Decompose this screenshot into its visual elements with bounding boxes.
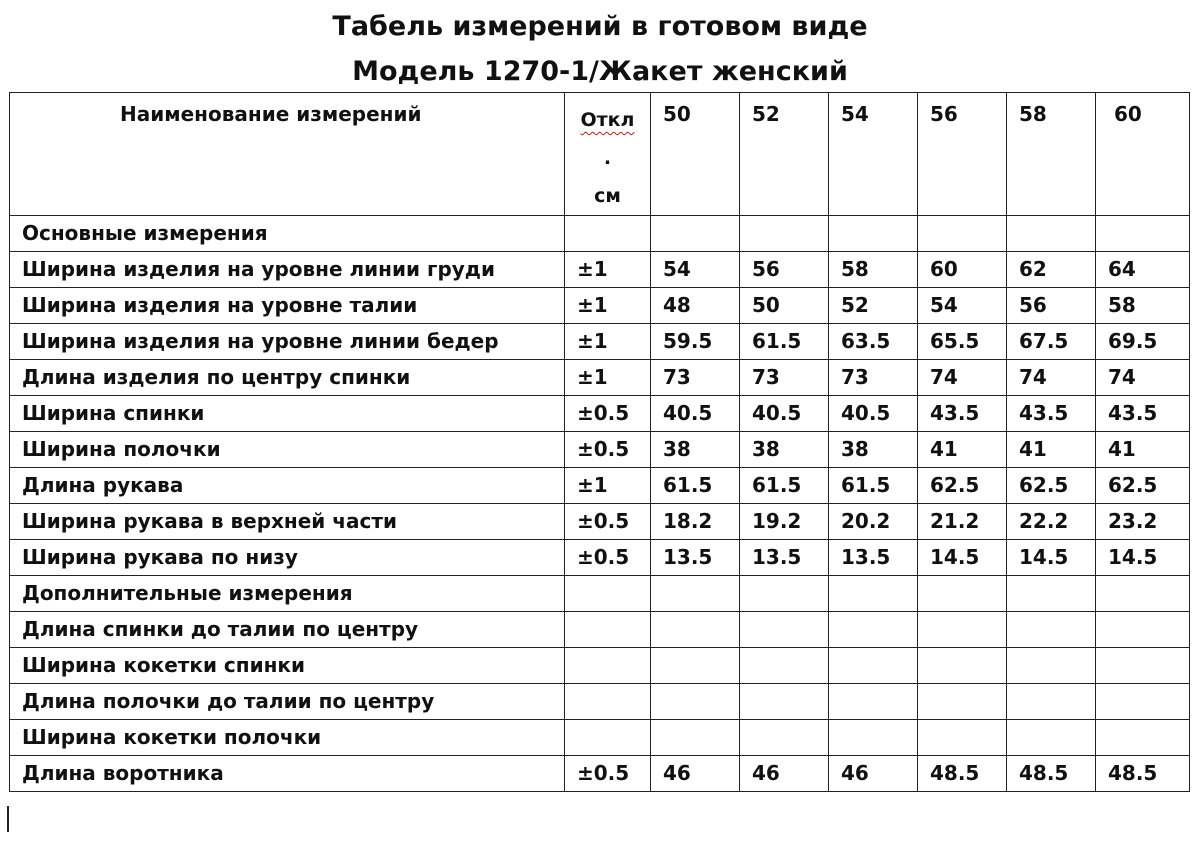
model-subtitle: Модель 1270-1/Жакет женский bbox=[352, 56, 848, 87]
size-value-60 bbox=[1096, 216, 1190, 252]
table-title: Табель измерений в готовом виде bbox=[332, 11, 868, 42]
measurement-name: Длина воротника bbox=[10, 756, 565, 792]
size-value-60: 14.5 bbox=[1096, 540, 1190, 576]
size-value-50 bbox=[651, 576, 740, 612]
size-value-54: 46 bbox=[829, 756, 918, 792]
tolerance-unit: см bbox=[594, 185, 621, 207]
size-value-54 bbox=[829, 216, 918, 252]
table-row bbox=[10, 540, 1190, 576]
table-row bbox=[10, 648, 1190, 684]
measurement-name: Основные измерения bbox=[10, 216, 565, 252]
size-value-56: 74 bbox=[918, 360, 1007, 396]
header-size-56: 56 bbox=[918, 93, 1007, 216]
size-value-56 bbox=[918, 720, 1007, 756]
tolerance-value: ±1 bbox=[565, 324, 651, 360]
size-value-56 bbox=[918, 648, 1007, 684]
size-value-52 bbox=[740, 720, 829, 756]
size-value-50: 54 bbox=[651, 252, 740, 288]
size-value-52: 61.5 bbox=[740, 468, 829, 504]
size-value-56: 60 bbox=[918, 252, 1007, 288]
size-value-56 bbox=[918, 216, 1007, 252]
size-value-60: 48.5 bbox=[1096, 756, 1190, 792]
header-size-60: 60 bbox=[1096, 93, 1190, 216]
size-value-60: 74 bbox=[1096, 360, 1190, 396]
size-value-56: 65.5 bbox=[918, 324, 1007, 360]
size-value-52: 40.5 bbox=[740, 396, 829, 432]
table-row bbox=[10, 288, 1190, 324]
size-value-52: 38 bbox=[740, 432, 829, 468]
measurement-name: Длина изделия по центру спинки bbox=[10, 360, 565, 396]
measurement-name: Длина полочки до талии по центру bbox=[10, 684, 565, 720]
size-value-60: 69.5 bbox=[1096, 324, 1190, 360]
measurement-name: Длина спинки до талии по центру bbox=[10, 612, 565, 648]
size-value-60: 64 bbox=[1096, 252, 1190, 288]
size-value-60: 41 bbox=[1096, 432, 1190, 468]
size-value-52: 56 bbox=[740, 252, 829, 288]
table-row bbox=[10, 252, 1190, 288]
size-value-54 bbox=[829, 612, 918, 648]
text-cursor bbox=[7, 806, 9, 832]
tolerance-value bbox=[565, 216, 651, 252]
size-value-50: 40.5 bbox=[651, 396, 740, 432]
measurement-name: Дополнительные измерения bbox=[10, 576, 565, 612]
size-value-60 bbox=[1096, 684, 1190, 720]
size-value-52: 19.2 bbox=[740, 504, 829, 540]
size-value-54: 40.5 bbox=[829, 396, 918, 432]
tolerance-label: Откл bbox=[580, 109, 635, 131]
size-value-50: 13.5 bbox=[651, 540, 740, 576]
tolerance-value bbox=[565, 720, 651, 756]
size-value-58 bbox=[1007, 216, 1096, 252]
measurement-name: Ширина изделия на уровне линии бедер bbox=[10, 324, 565, 360]
size-value-50: 59.5 bbox=[651, 324, 740, 360]
size-value-60: 43.5 bbox=[1096, 396, 1190, 432]
table-row bbox=[10, 396, 1190, 432]
table-row bbox=[10, 576, 1190, 612]
size-value-54: 63.5 bbox=[829, 324, 918, 360]
size-value-52: 13.5 bbox=[740, 540, 829, 576]
size-value-50 bbox=[651, 612, 740, 648]
size-value-52: 61.5 bbox=[740, 324, 829, 360]
size-value-54: 52 bbox=[829, 288, 918, 324]
table-row bbox=[10, 684, 1190, 720]
tolerance-value: ±0.5 bbox=[565, 396, 651, 432]
table-row bbox=[10, 756, 1190, 792]
size-value-58: 74 bbox=[1007, 360, 1096, 396]
size-value-54: 61.5 bbox=[829, 468, 918, 504]
size-value-58 bbox=[1007, 648, 1096, 684]
size-value-58: 14.5 bbox=[1007, 540, 1096, 576]
tolerance-value: ±0.5 bbox=[565, 540, 651, 576]
size-value-58 bbox=[1007, 612, 1096, 648]
size-value-56: 41 bbox=[918, 432, 1007, 468]
tolerance-value: ±1 bbox=[565, 252, 651, 288]
size-value-54: 38 bbox=[829, 432, 918, 468]
header-size-52: 52 bbox=[740, 93, 829, 216]
size-value-52 bbox=[740, 684, 829, 720]
size-value-58 bbox=[1007, 576, 1096, 612]
header-row bbox=[10, 93, 1190, 216]
size-value-58: 48.5 bbox=[1007, 756, 1096, 792]
size-value-58: 56 bbox=[1007, 288, 1096, 324]
size-value-58: 62.5 bbox=[1007, 468, 1096, 504]
size-value-50: 73 bbox=[651, 360, 740, 396]
tolerance-value bbox=[565, 684, 651, 720]
size-value-50: 38 bbox=[651, 432, 740, 468]
tolerance-value bbox=[565, 612, 651, 648]
size-value-54: 73 bbox=[829, 360, 918, 396]
size-value-58 bbox=[1007, 684, 1096, 720]
size-value-60: 23.2 bbox=[1096, 504, 1190, 540]
size-value-54 bbox=[829, 576, 918, 612]
size-value-60 bbox=[1096, 612, 1190, 648]
measurement-name: Ширина спинки bbox=[10, 396, 565, 432]
table-row bbox=[10, 504, 1190, 540]
size-value-52 bbox=[740, 612, 829, 648]
size-value-52 bbox=[740, 576, 829, 612]
table-row bbox=[10, 612, 1190, 648]
size-value-56: 62.5 bbox=[918, 468, 1007, 504]
measurement-name: Ширина кокетки спинки bbox=[10, 648, 565, 684]
measurement-name: Ширина рукава в верхней части bbox=[10, 504, 565, 540]
size-value-54: 58 bbox=[829, 252, 918, 288]
size-value-58 bbox=[1007, 720, 1096, 756]
tolerance-dot: . bbox=[603, 147, 612, 169]
size-value-60 bbox=[1096, 576, 1190, 612]
size-value-56 bbox=[918, 576, 1007, 612]
size-value-58: 62 bbox=[1007, 252, 1096, 288]
tolerance-value: ±0.5 bbox=[565, 432, 651, 468]
size-value-54 bbox=[829, 684, 918, 720]
tolerance-value bbox=[565, 648, 651, 684]
size-value-50: 61.5 bbox=[651, 468, 740, 504]
size-value-56 bbox=[918, 612, 1007, 648]
size-value-52: 73 bbox=[740, 360, 829, 396]
size-value-54: 13.5 bbox=[829, 540, 918, 576]
size-value-58: 22.2 bbox=[1007, 504, 1096, 540]
size-value-54: 20.2 bbox=[829, 504, 918, 540]
header-size-50: 50 bbox=[651, 93, 740, 216]
table-row bbox=[10, 360, 1190, 396]
size-value-56: 54 bbox=[918, 288, 1007, 324]
measurement-name: Ширина полочки bbox=[10, 432, 565, 468]
size-value-52 bbox=[740, 216, 829, 252]
table-row bbox=[10, 324, 1190, 360]
size-value-56: 21.2 bbox=[918, 504, 1007, 540]
size-value-54 bbox=[829, 720, 918, 756]
measurement-name: Длина рукава bbox=[10, 468, 565, 504]
size-value-60: 62.5 bbox=[1096, 468, 1190, 504]
table-row bbox=[10, 468, 1190, 504]
size-value-52: 50 bbox=[740, 288, 829, 324]
table-row bbox=[10, 432, 1190, 468]
measurements-table bbox=[9, 92, 1190, 792]
size-value-60 bbox=[1096, 648, 1190, 684]
size-value-56 bbox=[918, 684, 1007, 720]
tolerance-value: ±0.5 bbox=[565, 504, 651, 540]
size-value-50: 48 bbox=[651, 288, 740, 324]
size-value-50: 18.2 bbox=[651, 504, 740, 540]
table-row bbox=[10, 720, 1190, 756]
size-value-58: 67.5 bbox=[1007, 324, 1096, 360]
header-tolerance-column bbox=[565, 93, 651, 216]
size-value-54 bbox=[829, 648, 918, 684]
size-value-60 bbox=[1096, 720, 1190, 756]
measurement-name: Ширина рукава по низу bbox=[10, 540, 565, 576]
tolerance-value bbox=[565, 576, 651, 612]
size-value-58: 43.5 bbox=[1007, 396, 1096, 432]
size-value-56: 43.5 bbox=[918, 396, 1007, 432]
measurement-name: Ширина изделия на уровне линии груди bbox=[10, 252, 565, 288]
size-value-56: 14.5 bbox=[918, 540, 1007, 576]
tolerance-value: ±0.5 bbox=[565, 756, 651, 792]
table-row bbox=[10, 216, 1190, 252]
header-name-column: Наименование измерений bbox=[10, 93, 565, 216]
measurement-name: Ширина кокетки полочки bbox=[10, 720, 565, 756]
tolerance-value: ±1 bbox=[565, 288, 651, 324]
size-value-58: 41 bbox=[1007, 432, 1096, 468]
size-value-50 bbox=[651, 684, 740, 720]
header-size-54: 54 bbox=[829, 93, 918, 216]
size-value-60: 58 bbox=[1096, 288, 1190, 324]
size-value-52 bbox=[740, 648, 829, 684]
tolerance-value: ±1 bbox=[565, 468, 651, 504]
measurement-name: Ширина изделия на уровне талии bbox=[10, 288, 565, 324]
size-value-50: 46 bbox=[651, 756, 740, 792]
size-value-56: 48.5 bbox=[918, 756, 1007, 792]
size-value-52: 46 bbox=[740, 756, 829, 792]
header-size-58: 58 bbox=[1007, 93, 1096, 216]
tolerance-value: ±1 bbox=[565, 360, 651, 396]
size-value-50 bbox=[651, 216, 740, 252]
size-value-50 bbox=[651, 720, 740, 756]
size-value-50 bbox=[651, 648, 740, 684]
